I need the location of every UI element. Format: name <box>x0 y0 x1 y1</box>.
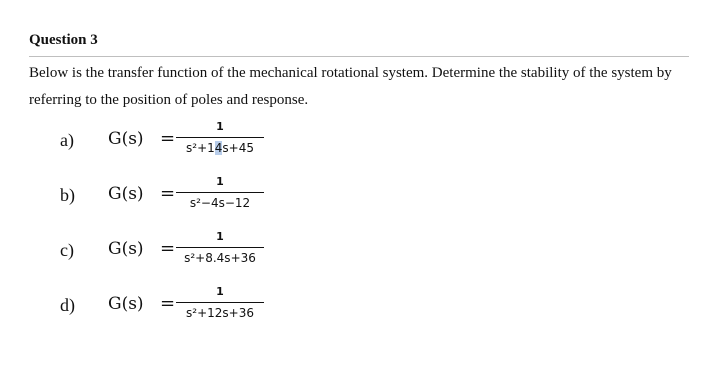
fraction-bar <box>176 192 264 193</box>
equals-sign: = <box>160 293 176 314</box>
equation-c <box>60 230 340 276</box>
question-text: Below is the transfer function of the mechanical rotational system. Determine the stability of the system by referring to the position of poles and response. <box>29 65 672 108</box>
equation-a <box>60 120 340 166</box>
equation-d <box>60 285 340 331</box>
question-title: Question 3 <box>29 32 98 48</box>
title-divider <box>29 56 689 57</box>
fraction-bar <box>176 137 264 138</box>
denominator: s²+12s+36 <box>186 306 254 320</box>
equation-b <box>60 175 340 221</box>
transfer-function-lhs: G(s) <box>108 184 144 204</box>
transfer-function-lhs: G(s) <box>108 129 144 149</box>
numerator: 1 <box>216 120 224 133</box>
numerator: 1 <box>216 230 224 243</box>
denominator <box>176 141 264 156</box>
fraction <box>176 175 264 211</box>
equation-label: b) <box>60 185 75 205</box>
fraction <box>176 120 264 156</box>
denominator: s²+8.4s+36 <box>184 251 256 265</box>
denominator-part: s²+1 <box>186 141 215 155</box>
highlighted-digit: 4 <box>214 141 223 155</box>
equation-label: a) <box>60 130 74 150</box>
equation-label: d) <box>60 295 75 315</box>
equals-sign: = <box>160 238 176 259</box>
equals-sign: = <box>160 128 176 149</box>
equals-sign: = <box>160 183 176 204</box>
fraction <box>176 230 264 266</box>
numerator: 1 <box>216 175 224 188</box>
denominator: s²−4s−12 <box>189 196 251 210</box>
equation-label: c) <box>60 240 74 260</box>
fraction <box>176 285 264 321</box>
denominator-part: s+45 <box>222 141 254 155</box>
transfer-function-lhs: G(s) <box>108 294 144 314</box>
fraction-bar <box>176 247 264 248</box>
transfer-function-lhs: G(s) <box>108 239 144 259</box>
fraction-bar <box>176 302 264 303</box>
numerator: 1 <box>216 285 224 298</box>
